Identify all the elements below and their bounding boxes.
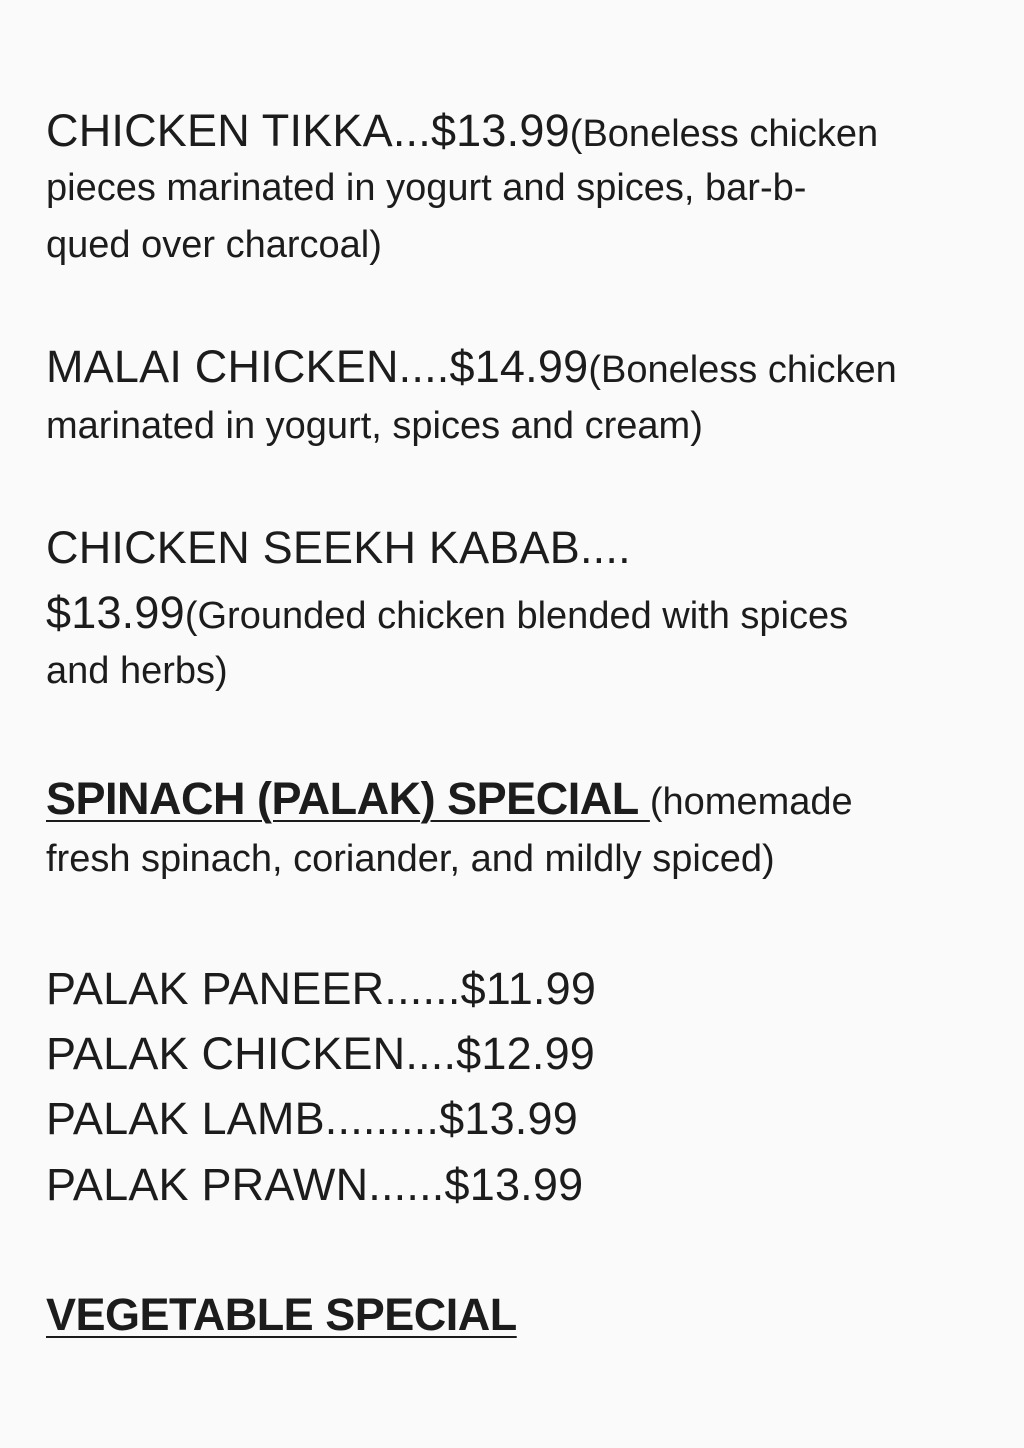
menu-item-line	[46, 341, 897, 392]
section-heading: VEGETABLE SPECIAL	[46, 1289, 517, 1340]
menu-item-line	[46, 587, 849, 638]
list-item: PALAK PRAWN......$13.99	[46, 1159, 584, 1210]
item-description: and herbs)	[46, 650, 228, 692]
list-item: PALAK LAMB.........$13.99	[46, 1093, 578, 1144]
list-item: PALAK PANEER......$11.99	[46, 963, 597, 1014]
list-item: PALAK CHICKEN....$12.99	[46, 1028, 596, 1079]
item-description: (Boneless chicken	[569, 113, 879, 155]
item-price: $13.99	[46, 587, 185, 638]
item-description: marinated in yogurt, spices and cream)	[46, 405, 703, 447]
section-note: fresh spinach, coriander, and mildly spiced)	[46, 838, 775, 880]
item-description: (Boneless chicken	[588, 349, 897, 391]
item-name: CHICKEN SEEKH KABAB....	[46, 522, 631, 573]
item-description: (Grounded chicken blended with spices	[184, 595, 849, 637]
section-heading: SPINACH (PALAK) SPECIAL	[46, 773, 650, 824]
item-name-price: CHICKEN TIKKA...$13.99	[46, 105, 570, 156]
section-heading-line	[46, 773, 853, 824]
menu-item-line	[46, 105, 879, 156]
item-description: qued over charcoal)	[46, 224, 382, 266]
item-name-price: MALAI CHICKEN....$14.99	[46, 341, 589, 392]
item-description: pieces marinated in yogurt and spices, bar-b-	[46, 167, 807, 209]
section-note: (homemade	[649, 781, 853, 823]
